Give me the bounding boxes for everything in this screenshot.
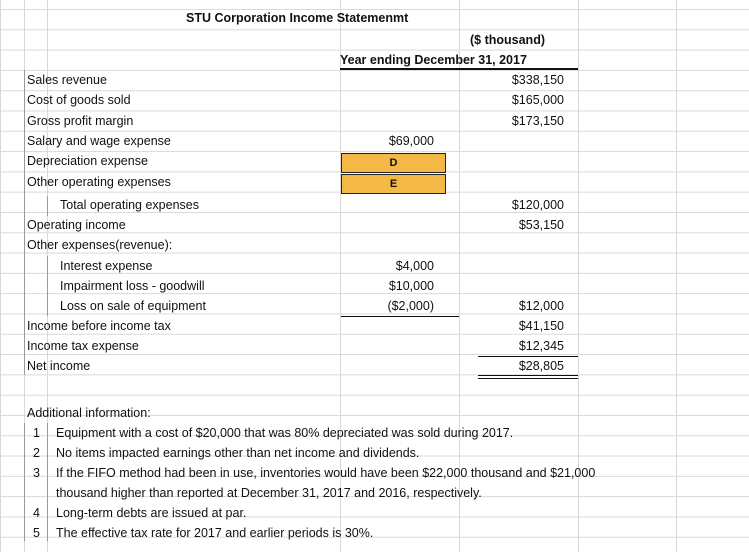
salary-value: $69,000: [388, 134, 434, 148]
interest-value: $4,000: [395, 259, 434, 273]
net-income-top-rule: [478, 356, 578, 357]
other-opex-answer-cell[interactable]: E: [341, 174, 446, 194]
note-number: 3: [33, 466, 40, 480]
note-number: 5: [33, 526, 40, 540]
loss-sale-value: ($2,000): [387, 299, 434, 313]
period-header: Year ending December 31, 2017: [340, 53, 527, 67]
statement-title: STU Corporation Income Statemenmt: [186, 11, 409, 25]
notes-border: [24, 423, 25, 541]
row-label-interest: Interest expense: [60, 259, 153, 273]
note-number: 4: [33, 506, 40, 520]
label-border: [24, 70, 25, 375]
row-label-salary: Salary and wage expense: [27, 134, 171, 148]
note-text: If the FIFO method had been in use, inventories would have been $22,000 thousand and $21,000: [56, 466, 596, 480]
depreciation-answer-cell[interactable]: D: [341, 153, 446, 173]
loss-sale-total-value: $12,000: [518, 299, 564, 313]
note-text: The effective tax rate for 2017 and earlier periods is 30%.: [56, 526, 374, 540]
sales-revenue-value: $338,150: [511, 73, 564, 87]
row-label-loss-sale: Loss on sale of equipment: [60, 299, 206, 313]
notes-border: [47, 423, 48, 541]
tax-value: $12,345: [518, 339, 564, 353]
income-before-tax-value: $41,150: [518, 319, 564, 333]
note-text: Equipment with a cost of $20,000 that was 80% depreciated was sold during 2017.: [56, 426, 514, 440]
net-income-double-rule: [478, 375, 578, 379]
row-label-sales-revenue: Sales revenue: [27, 73, 107, 87]
gross-profit-value: $173,150: [511, 114, 564, 128]
net-income-value: $28,805: [518, 359, 564, 373]
impairment-value: $10,000: [388, 279, 434, 293]
row-label-net-income: Net income: [27, 359, 91, 373]
row-label-cogs: Cost of goods sold: [27, 93, 131, 107]
note-text: Long-term debts are issued at par.: [56, 506, 247, 520]
indent-border: [47, 196, 48, 216]
note-text-continued: thousand higher than reported at December 31, 2017 and 2016, respectively.: [56, 486, 482, 500]
units-header: ($ thousand): [470, 33, 545, 47]
indent-border: [47, 256, 48, 316]
header-rule: [340, 68, 578, 70]
note-number: 2: [33, 446, 40, 460]
grid-column-line: [676, 0, 677, 552]
row-label-depreciation: Depreciation expense: [27, 154, 148, 168]
row-label-operating-income: Operating income: [27, 218, 126, 232]
total-opex-value: $120,000: [511, 198, 564, 212]
note-text: No items impacted earnings other than net income and dividends.: [56, 446, 420, 460]
row-label-total-opex: Total operating expenses: [60, 198, 199, 212]
row-label-impairment: Impairment loss - goodwill: [60, 279, 205, 293]
row-label-other-expenses: Other expenses(revenue):: [27, 238, 173, 252]
cogs-value: $165,000: [511, 93, 564, 107]
additional-heading: Additional information:: [27, 406, 151, 420]
subtotal-rule: [341, 316, 459, 317]
note-number: 1: [33, 426, 40, 440]
row-label-other-opex: Other operating expenses: [27, 175, 171, 189]
row-label-tax: Income tax expense: [27, 339, 139, 353]
row-label-income-before-tax: Income before income tax: [27, 319, 171, 333]
row-label-gross-profit: Gross profit margin: [27, 114, 134, 128]
operating-income-value: $53,150: [518, 218, 564, 232]
